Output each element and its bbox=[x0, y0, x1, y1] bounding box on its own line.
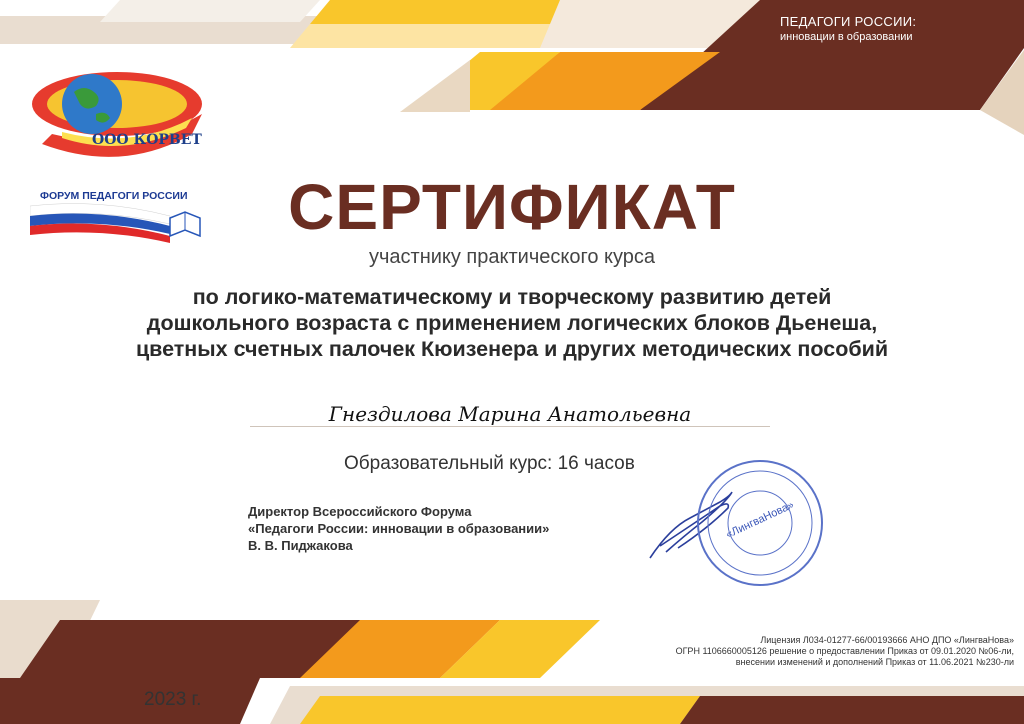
stamp-name: «ЛингваНова» bbox=[724, 499, 796, 541]
license-info bbox=[676, 635, 1014, 668]
course-hours: Образовательный курс: 16 часов bbox=[344, 453, 635, 474]
director-block bbox=[248, 503, 549, 554]
license-line-3: внесении изменений и дополнений Приказ от 11.06.2021 №230-ли bbox=[735, 657, 1014, 667]
certificate-subtitle: участнику практического курса bbox=[368, 246, 655, 268]
brand-line-1: ПЕДАГОГИ РОССИИ: bbox=[780, 14, 917, 29]
bottom-brown-corner bbox=[0, 678, 260, 724]
korvet-logo-text: ООО КОРВЕТ bbox=[92, 132, 202, 148]
course-line-1: по логико-математическому и творческому развитию детей bbox=[192, 285, 832, 309]
course-line-2: дошкольного возраста с применением логических блоков Дьенеша, bbox=[146, 311, 878, 335]
license-line-2: ОГРН 1106660005126 решение о предоставлении Приказ от 09.01.2020 №06-ли, bbox=[675, 646, 1014, 656]
top-light-band bbox=[100, 0, 320, 22]
globe-icon bbox=[22, 64, 212, 164]
director-name: В. В. Пиджакова bbox=[248, 538, 353, 553]
header-brand bbox=[780, 14, 916, 43]
director-line-1: Директор Всероссийского Форума bbox=[248, 504, 472, 519]
recipient-name: Гнездилова Марина Анатольевна bbox=[328, 402, 692, 426]
forum-logo-text: ФОРУМ ПЕДАГОГИ РОССИИ bbox=[40, 190, 188, 202]
brand-line-2: инновации в образовании bbox=[780, 31, 913, 43]
license-line-1: Лицензия Л034-01277-66/00193666 АНО ДПО «ЛингваНова» bbox=[760, 635, 1014, 645]
certificate-title: СЕРТИФИКАТ bbox=[288, 171, 736, 243]
recipient-underline bbox=[250, 426, 770, 427]
top-beige-triangle bbox=[400, 60, 470, 112]
director-line-2: «Педагоги России: инновации в образовании» bbox=[248, 521, 550, 536]
official-stamp bbox=[695, 458, 825, 588]
course-line-3: цветных счетных палочек Кюизенера и других методических пособий bbox=[135, 337, 889, 361]
bottom-brown-stripe bbox=[680, 696, 1024, 724]
course-description bbox=[60, 284, 964, 362]
certificate-year: 2023 г. bbox=[144, 689, 202, 710]
korvet-logo bbox=[22, 64, 212, 164]
bottom-yellow-stripe bbox=[300, 696, 700, 724]
